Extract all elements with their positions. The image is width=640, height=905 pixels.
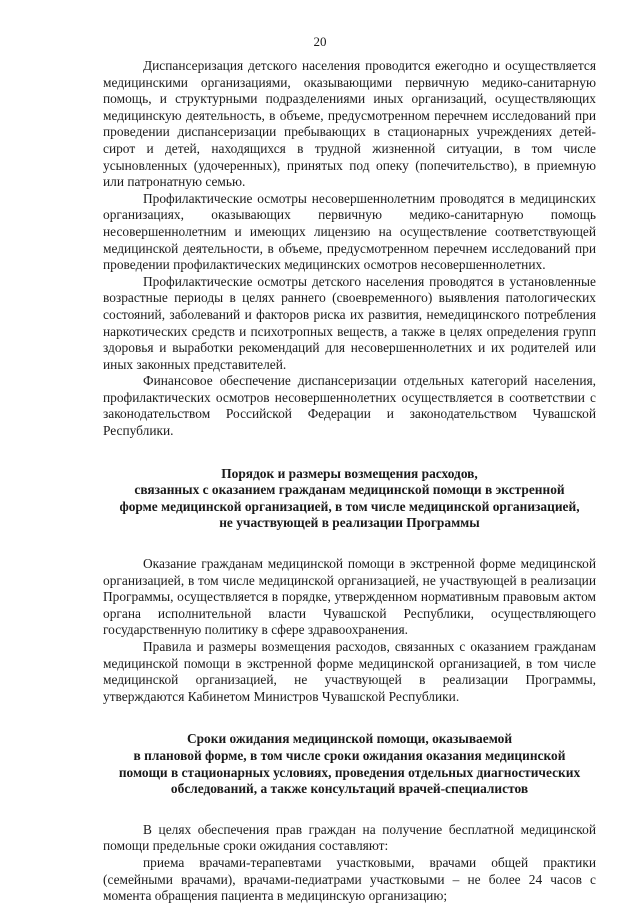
paragraph: Финансовое обеспечение диспансеризации отдельных категорий населения, профилактических осмотров несовершеннолетних осуществляется в соответствии с законодательством Российской Федерации и законодательством Чувашской Республики. <box>103 373 596 439</box>
paragraph: Диспансеризация детского населения проводится ежегодно и осуществляется медицинскими организациями, оказывающими первичную медико-санитарную помощь, и структурными подразделениями иных организаций, осуществляющих медицинскую деятельность, в объеме, предусмотренном перечнем исследований при проведении диспансеризации пребывающих в стационарных учреждениях детей-сирот и детей, находящихся в трудной жизненной ситуации, в том числе усыновленных (удочеренных), принятых под опеку (попечительство), в приемную или патронатную семью. <box>103 58 596 190</box>
paragraph: Оказание гражданам медицинской помощи в экстренной форме медицинской организацией, в том числе медицинской организацией, не участвующей в реализации Программы, осуществляется в порядке, утвержденном нормативным правовым актом органа исполнительной власти Чувашской Республики, осуществляющего государственную политику в сфере здравоохранения. <box>103 556 596 638</box>
page-number: 20 <box>313 34 327 49</box>
heading-line: не участвующей в реализации Программы <box>219 515 480 531</box>
paragraph: Профилактические осмотры несовершеннолетним проводятся в медицинских организациях, оказывающих первичную медико-санитарную помощь несовершеннолетним и имеющих лицензию на осуществление соответствующей медицинской деятельности, в объеме, предусмотренном перечнем исследований при проведении профилактических медицинских осмотров несовершеннолетних. <box>103 190 596 273</box>
section-heading-waiting-times <box>103 731 596 797</box>
heading-line: связанных с оказанием гражданам медицинской помощи в экстренной <box>134 482 565 498</box>
paragraph: Профилактические осмотры детского населения проводятся в установленные возрастные периоды в целях раннего (своевременного) выявления патологических состояний, заболеваний и факторов риска их развития, немедицинского потребления наркотических средств и психотропных веществ, а также в целях определения групп здоровья и выработки рекомендаций для несовершеннолетних и их родителей или иных законных представителей. <box>103 273 596 372</box>
heading-line: форме медицинской организацией, в том числе медицинской организацией, <box>119 498 580 514</box>
heading-line: в плановой форме, в том числе сроки ожидания оказания медицинской <box>133 747 566 763</box>
heading-line: Порядок и размеры возмещения расходов, <box>221 465 478 481</box>
document-body <box>103 58 596 905</box>
section-heading-expenses <box>103 466 596 532</box>
paragraph: В целях обеспечения прав граждан на получение бесплатной медицинской помощи предельные сроки ожидания составляют: <box>103 821 596 854</box>
paragraph: приема врачами-терапевтами участковыми, врачами общей практики (семейными врачами), врачами-педиатрами участковыми – не более 24 часов с момента обращения пациента в медицинскую организацию; <box>103 854 596 904</box>
heading-line: Сроки ожидания медицинской помощи, оказываемой <box>186 731 513 747</box>
heading-line: обследований, а также консультаций врачей-специалистов <box>170 781 529 797</box>
heading-line: помощи в стационарных условиях, проведения отдельных диагностических <box>118 764 581 780</box>
paragraph: Правила и размеры возмещения расходов, связанных с оказанием гражданам медицинской помощи в экстренной форме медицинской организацией, в том числе медицинской организацией, не участвующей в реализации Программы, утверждаются Кабинетом Министров Чувашской Республики. <box>103 639 596 704</box>
